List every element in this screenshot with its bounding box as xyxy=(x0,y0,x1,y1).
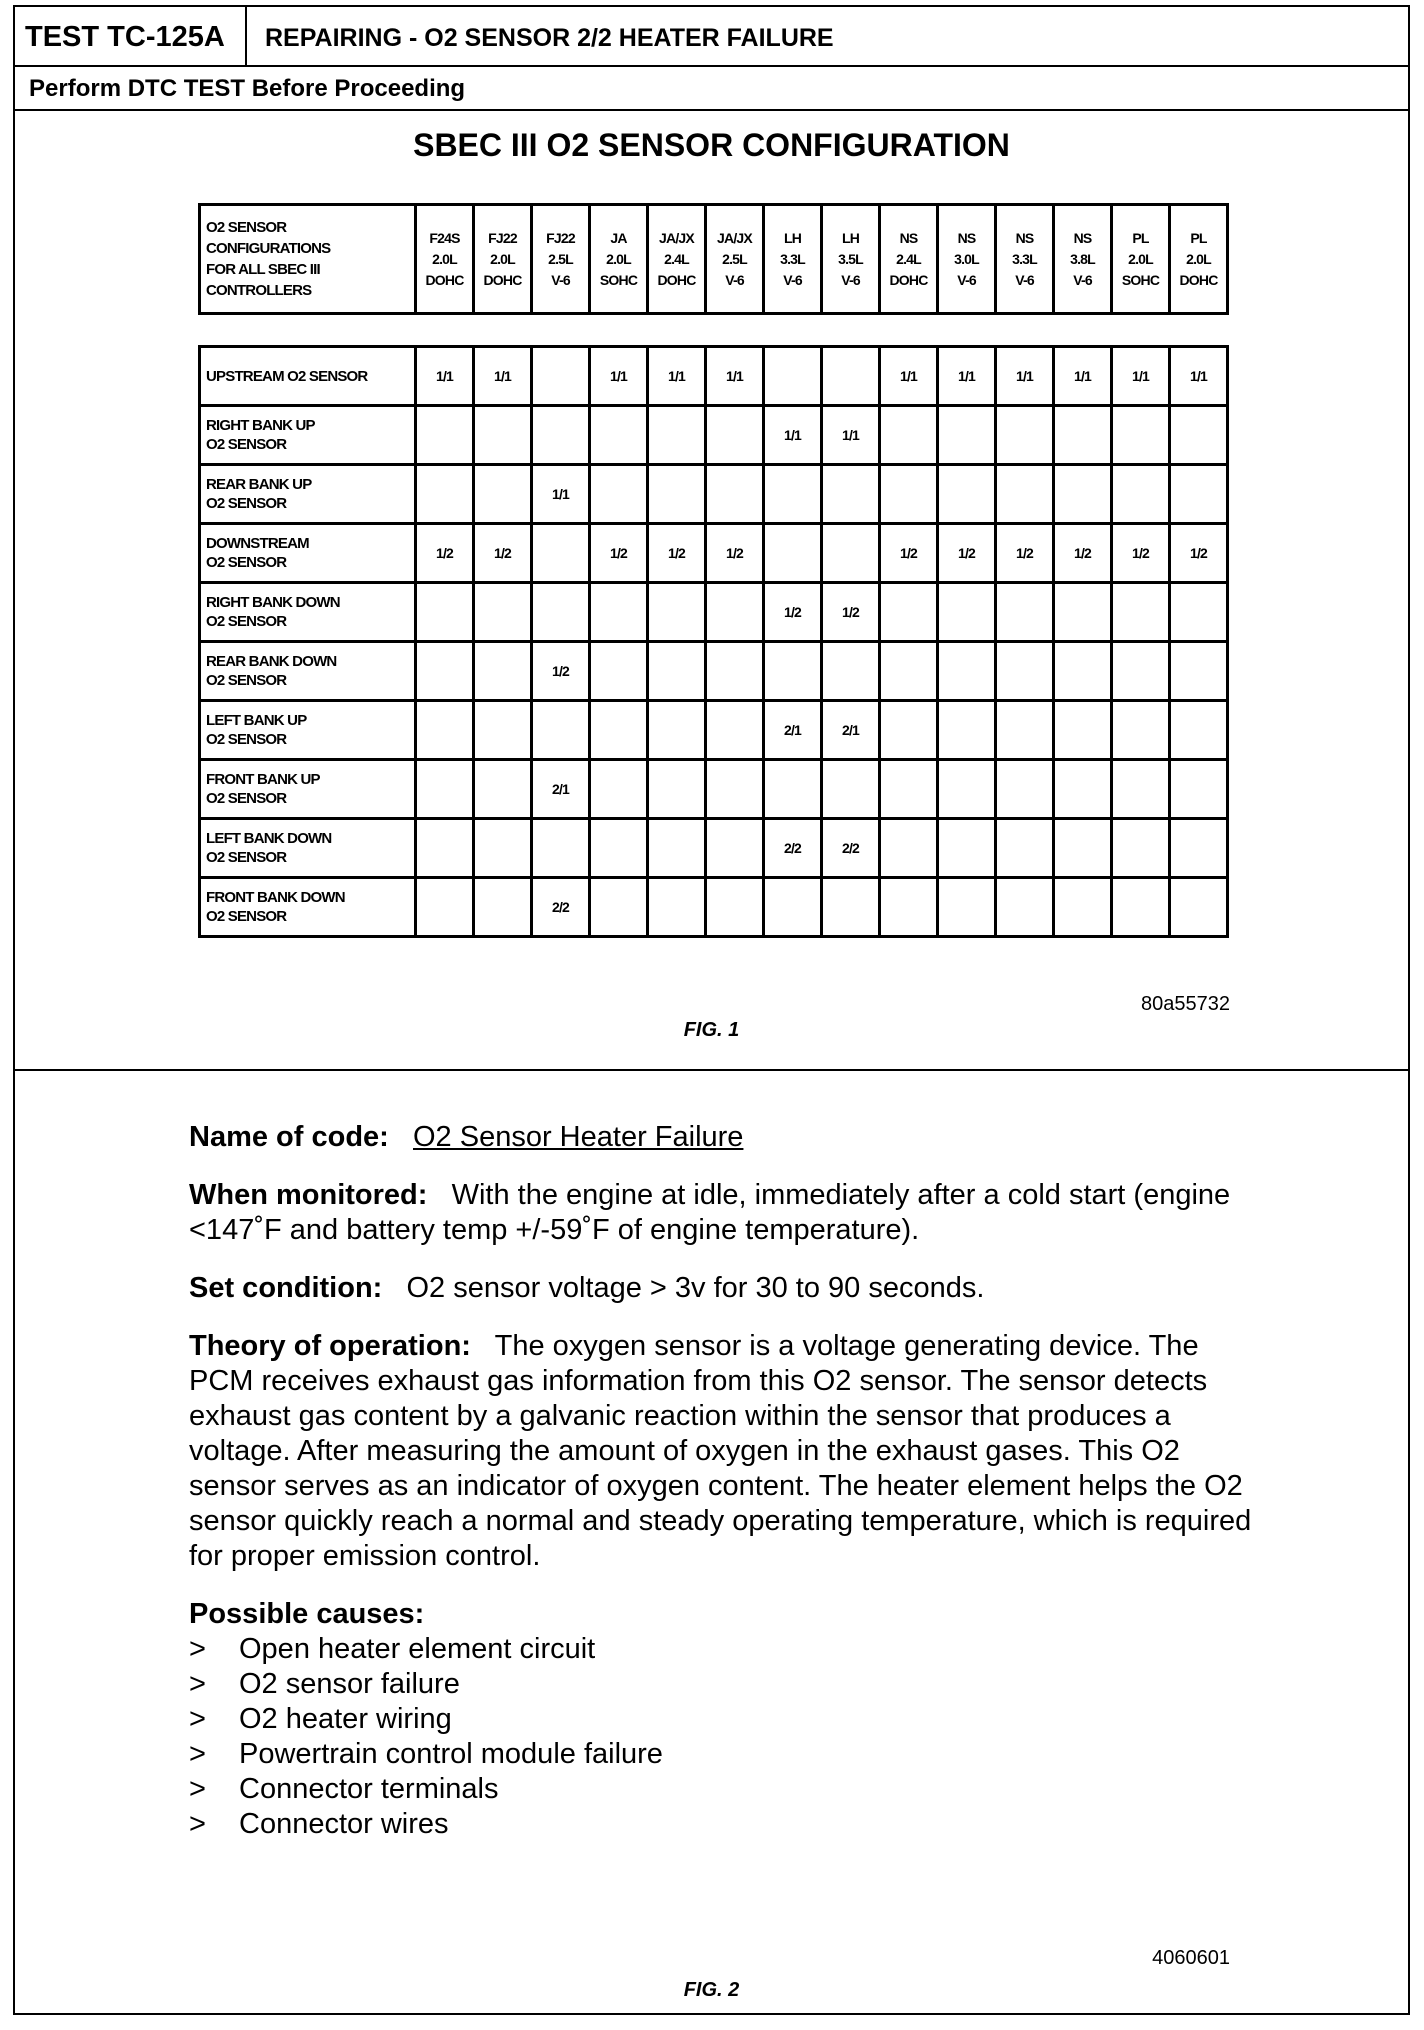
text-line: O2 SENSOR xyxy=(206,672,287,689)
list-item xyxy=(189,1772,1269,1807)
theory-label: Theory of operation: xyxy=(189,1330,471,1362)
text-line: 2.0L xyxy=(1128,250,1153,267)
sensor-config-cell xyxy=(532,701,590,760)
figure2-id: 4060601 xyxy=(1152,1947,1230,1969)
cause-text: Open heater element circuit xyxy=(239,1633,596,1665)
sensor-config-cell xyxy=(996,819,1054,878)
text-line: NS xyxy=(1073,229,1092,246)
sensor-config-cell xyxy=(1170,878,1228,937)
sensor-config-cell: 1/1 xyxy=(1112,347,1170,406)
sensor-config-cell xyxy=(764,347,822,406)
sensor-row-label xyxy=(200,347,416,406)
sensor-config-cell: 1/1 xyxy=(590,347,648,406)
table-row xyxy=(200,524,1228,583)
sensor-config-cell xyxy=(880,406,938,465)
text-line: FRONT BANK DOWN xyxy=(206,889,345,906)
text-line: DOHC xyxy=(889,271,928,288)
sensor-config-cell xyxy=(880,701,938,760)
set-condition-paragraph xyxy=(189,1271,1269,1306)
possible-causes-list xyxy=(189,1632,1269,1842)
text-line: 2.5L xyxy=(722,250,747,267)
test-subtitle: Perform DTC TEST Before Proceeding xyxy=(15,67,1408,111)
text-line: REAR BANK UP xyxy=(206,476,312,493)
sensor-config-cell xyxy=(764,878,822,937)
sensor-config-cell xyxy=(822,878,880,937)
name-of-code-value: O2 Sensor Heater Failure xyxy=(413,1121,744,1153)
when-monitored-text: With the engine at idle, immediately after a cold start (engine <147˚F and battery temp +/-59˚F of engine temperature). xyxy=(189,1179,1231,1246)
sensor-config-cell xyxy=(1170,406,1228,465)
table-row xyxy=(200,347,1228,406)
sensor-row-label xyxy=(200,701,416,760)
sensor-config-cell xyxy=(880,465,938,524)
bullet-marker: > xyxy=(189,1738,206,1770)
text-line: 2.0L xyxy=(432,250,457,267)
sensor-config-cell xyxy=(1170,642,1228,701)
table-row xyxy=(200,642,1228,701)
sensor-config-cell xyxy=(938,878,996,937)
sensor-config-cell xyxy=(648,760,706,819)
sensor-config-cell xyxy=(706,642,764,701)
table-row xyxy=(200,406,1228,465)
text-line: 2.0L xyxy=(606,250,631,267)
possible-causes-section xyxy=(189,1597,1269,1842)
text-line: 2.4L xyxy=(896,250,921,267)
config-column-header xyxy=(822,205,880,314)
text-line: V-6 xyxy=(957,271,976,288)
text-line: O2 SENSOR xyxy=(206,495,287,512)
table-row xyxy=(200,583,1228,642)
table-row xyxy=(200,819,1228,878)
sensor-config-cell: 1/2 xyxy=(706,524,764,583)
sensor-config-cell xyxy=(706,465,764,524)
sensor-config-cell: 1/1 xyxy=(1170,347,1228,406)
sensor-config-cell xyxy=(1112,583,1170,642)
test-page xyxy=(13,5,1410,2015)
sensor-config-cell xyxy=(822,465,880,524)
cause-text: O2 sensor failure xyxy=(239,1668,460,1700)
sensor-row-label xyxy=(200,642,416,701)
sensor-config-cell xyxy=(416,642,474,701)
text-line: NS xyxy=(899,229,918,246)
text-line: UPSTREAM O2 SENSOR xyxy=(206,367,368,385)
config-column-header xyxy=(1170,205,1228,314)
sensor-config-cell xyxy=(996,701,1054,760)
sensor-config-cell xyxy=(1170,701,1228,760)
list-item xyxy=(189,1632,1269,1667)
config-column-header xyxy=(1112,205,1170,314)
sensor-config-cell: 1/1 xyxy=(764,406,822,465)
text-line: 3.3L xyxy=(1012,250,1037,267)
config-body-table xyxy=(198,345,1229,938)
sensor-config-cell xyxy=(532,347,590,406)
bullet-marker: > xyxy=(189,1703,206,1735)
sensor-config-cell xyxy=(764,465,822,524)
sensor-config-cell: 1/1 xyxy=(648,347,706,406)
test-header xyxy=(15,7,1408,67)
text-line: O2 SENSOR xyxy=(206,731,287,748)
table-row xyxy=(200,878,1228,937)
sensor-config-cell: 2/1 xyxy=(532,760,590,819)
sensor-config-cell xyxy=(416,465,474,524)
text-line: 3.5L xyxy=(838,250,863,267)
config-corner-label xyxy=(200,205,416,314)
set-condition-label: Set condition: xyxy=(189,1272,383,1304)
config-column-header xyxy=(1054,205,1112,314)
text-line: NS xyxy=(957,229,976,246)
text-line: O2 SENSOR xyxy=(206,219,287,236)
sensor-config-cell xyxy=(706,701,764,760)
sensor-config-cell xyxy=(996,583,1054,642)
text-line: O2 SENSOR xyxy=(206,849,287,866)
sensor-config-cell xyxy=(996,406,1054,465)
sensor-config-cell xyxy=(1054,465,1112,524)
sensor-config-cell xyxy=(474,701,532,760)
sensor-config-cell xyxy=(1054,701,1112,760)
sensor-config-cell xyxy=(648,583,706,642)
sensor-config-cell xyxy=(532,583,590,642)
text-line: 2.0L xyxy=(1186,250,1211,267)
text-line: O2 SENSOR xyxy=(206,613,287,630)
sensor-config-cell: 1/1 xyxy=(532,465,590,524)
sensor-config-cell xyxy=(1170,583,1228,642)
config-column-header xyxy=(648,205,706,314)
sensor-config-cell xyxy=(996,760,1054,819)
list-item xyxy=(189,1702,1269,1737)
sensor-config-cell: 2/2 xyxy=(532,878,590,937)
sensor-config-cell xyxy=(416,701,474,760)
sensor-config-cell xyxy=(938,583,996,642)
text-line: V-6 xyxy=(1073,271,1092,288)
section-divider xyxy=(15,1069,1408,1071)
sensor-config-cell xyxy=(938,406,996,465)
sensor-config-cell xyxy=(590,642,648,701)
name-of-code-paragraph xyxy=(189,1120,1269,1155)
sensor-config-cell xyxy=(474,406,532,465)
sensor-config-cell: 1/2 xyxy=(1054,524,1112,583)
text-line: DOHC xyxy=(1179,271,1218,288)
sensor-config-cell xyxy=(822,642,880,701)
text-line: JA/JX xyxy=(659,229,694,246)
sensor-config-cell xyxy=(880,819,938,878)
cause-text: Powertrain control module failure xyxy=(239,1738,663,1770)
text-line: CONFIGURATIONS xyxy=(206,240,331,257)
text-line: V-6 xyxy=(551,271,570,288)
text-line: V-6 xyxy=(841,271,860,288)
text-line: REAR BANK DOWN xyxy=(206,653,337,670)
set-condition-text: O2 sensor voltage > 3v for 30 to 90 seconds. xyxy=(406,1272,985,1304)
sensor-row-label xyxy=(200,524,416,583)
sensor-config-cell xyxy=(1112,819,1170,878)
config-column-header xyxy=(764,205,822,314)
config-column-header xyxy=(996,205,1054,314)
when-monitored-label: When monitored: xyxy=(189,1179,428,1211)
text-line: SOHC xyxy=(599,271,638,288)
sensor-config-cell: 1/1 xyxy=(996,347,1054,406)
config-column-header xyxy=(474,205,532,314)
sensor-config-cell xyxy=(938,819,996,878)
sensor-config-cell: 1/2 xyxy=(1170,524,1228,583)
table-row xyxy=(200,760,1228,819)
sensor-config-cell: 2/2 xyxy=(764,819,822,878)
sensor-row-label xyxy=(200,406,416,465)
config-header-row xyxy=(200,205,1228,314)
text-line: V-6 xyxy=(783,271,802,288)
sensor-config-cell: 1/1 xyxy=(938,347,996,406)
sensor-config-cell: 2/2 xyxy=(822,819,880,878)
table-row xyxy=(200,701,1228,760)
text-line: O2 SENSOR xyxy=(206,436,287,453)
list-item xyxy=(189,1737,1269,1772)
sensor-config-cell: 1/2 xyxy=(764,583,822,642)
possible-causes-label: Possible causes: xyxy=(189,1598,425,1630)
sensor-config-cell: 1/2 xyxy=(1112,524,1170,583)
sensor-config-cell xyxy=(474,878,532,937)
sensor-config-cell xyxy=(532,406,590,465)
figure2-caption: FIG. 2 xyxy=(683,1979,740,2001)
text-line: FRONT BANK UP xyxy=(206,771,320,788)
theory-paragraph xyxy=(189,1329,1269,1574)
list-item xyxy=(189,1807,1269,1842)
text-line: FJ22 xyxy=(546,229,575,246)
text-line: JA xyxy=(610,229,627,246)
test-id: TEST TC-125A xyxy=(15,7,247,67)
sensor-row-label xyxy=(200,583,416,642)
sensor-config-cell xyxy=(1112,878,1170,937)
sensor-config-cell: 1/1 xyxy=(880,347,938,406)
text-line: F24S xyxy=(429,229,460,246)
text-line: CONTROLLERS xyxy=(206,282,312,299)
table-row xyxy=(200,465,1228,524)
sensor-config-cell xyxy=(474,819,532,878)
text-line: LEFT BANK UP xyxy=(206,712,307,729)
sensor-config-cell: 1/2 xyxy=(532,642,590,701)
sensor-config-cell xyxy=(648,406,706,465)
text-line: O2 SENSOR xyxy=(206,908,287,925)
sensor-config-cell xyxy=(416,583,474,642)
sensor-config-cell xyxy=(532,524,590,583)
sensor-config-cell xyxy=(706,583,764,642)
cause-text: Connector wires xyxy=(239,1808,449,1840)
sensor-config-cell xyxy=(590,819,648,878)
sensor-config-cell: 1/2 xyxy=(648,524,706,583)
sensor-config-cell xyxy=(1054,819,1112,878)
bullet-marker: > xyxy=(189,1773,206,1805)
sensor-config-cell xyxy=(938,701,996,760)
text-line: DOHC xyxy=(483,271,522,288)
sensor-config-cell xyxy=(706,760,764,819)
sensor-config-cell: 1/2 xyxy=(880,524,938,583)
sensor-config-cell xyxy=(474,760,532,819)
figure1-caption: FIG. 1 xyxy=(683,1019,740,1041)
text-line: 2.5L xyxy=(548,250,573,267)
text-line: FOR ALL SBEC III xyxy=(206,261,320,278)
sensor-row-label xyxy=(200,819,416,878)
text-line: LEFT BANK DOWN xyxy=(206,830,332,847)
sensor-config-cell: 1/2 xyxy=(996,524,1054,583)
config-column-header xyxy=(880,205,938,314)
text-line: DOHC xyxy=(425,271,464,288)
sensor-config-cell: 1/1 xyxy=(416,347,474,406)
sensor-config-cell xyxy=(764,642,822,701)
sensor-config-cell: 2/1 xyxy=(822,701,880,760)
sensor-config-cell: 1/2 xyxy=(416,524,474,583)
sensor-config-cell xyxy=(938,760,996,819)
sensor-row-label xyxy=(200,760,416,819)
sensor-config-cell: 1/2 xyxy=(474,524,532,583)
sensor-config-cell xyxy=(590,760,648,819)
text-line: SOHC xyxy=(1121,271,1160,288)
test-title: REPAIRING - O2 SENSOR 2/2 HEATER FAILURE xyxy=(265,24,834,52)
text-line: 3.8L xyxy=(1070,250,1095,267)
sensor-config-cell xyxy=(648,878,706,937)
sensor-config-cell: 1/1 xyxy=(474,347,532,406)
sensor-config-cell xyxy=(706,406,764,465)
text-line: PL xyxy=(1132,229,1149,246)
sensor-config-cell xyxy=(880,878,938,937)
sensor-config-cell: 1/1 xyxy=(1054,347,1112,406)
bullet-marker: > xyxy=(189,1633,206,1665)
sensor-config-cell xyxy=(880,583,938,642)
cause-text: O2 heater wiring xyxy=(239,1703,452,1735)
text-line: 2.4L xyxy=(664,250,689,267)
sensor-config-cell: 1/1 xyxy=(822,406,880,465)
sensor-config-cell xyxy=(996,642,1054,701)
text-line: 2.0L xyxy=(490,250,515,267)
text-line: V-6 xyxy=(725,271,744,288)
sensor-config-cell xyxy=(706,878,764,937)
sensor-config-cell: 1/2 xyxy=(938,524,996,583)
sensor-config-cell xyxy=(996,465,1054,524)
figure1-title: SBEC III O2 SENSOR CONFIGURATION xyxy=(413,127,1010,163)
sensor-config-cell xyxy=(1054,642,1112,701)
text-line: DOHC xyxy=(657,271,696,288)
sensor-row-label xyxy=(200,878,416,937)
sensor-config-cell xyxy=(1112,701,1170,760)
sensor-config-cell xyxy=(1170,465,1228,524)
config-column-header xyxy=(590,205,648,314)
sensor-config-cell: 2/1 xyxy=(764,701,822,760)
sensor-config-cell xyxy=(1112,642,1170,701)
text-line: RIGHT BANK DOWN xyxy=(206,594,340,611)
sensor-config-cell: 1/2 xyxy=(590,524,648,583)
text-line: 3.3L xyxy=(780,250,805,267)
sensor-config-cell xyxy=(822,524,880,583)
list-item xyxy=(189,1667,1269,1702)
sensor-config-cell xyxy=(648,819,706,878)
sensor-config-cell xyxy=(880,642,938,701)
theory-text: The oxygen sensor is a voltage generating device. The PCM receives exhaust gas information from this O2 sensor. The sensor detects exhaust gas content by a galvanic reaction within the sensor that produces a voltage. After measuring the amount of oxygen in the exhaust gases. This O2 sensor serves as an indicator of oxygen content. The heater element helps the O2 sensor quickly reach a normal and steady operating temperature, which is required for proper emission control. xyxy=(189,1330,1252,1572)
sensor-config-cell xyxy=(590,406,648,465)
sensor-config-cell xyxy=(706,819,764,878)
sensor-config-cell xyxy=(1170,760,1228,819)
sensor-config-cell xyxy=(416,406,474,465)
text-line: LH xyxy=(783,229,802,246)
bullet-marker: > xyxy=(189,1668,206,1700)
sensor-config-cell xyxy=(1112,465,1170,524)
figure1-id: 80a55732 xyxy=(1141,993,1230,1015)
sensor-config-cell xyxy=(1170,819,1228,878)
text-line: 3.0L xyxy=(954,250,979,267)
sensor-config-cell xyxy=(532,819,590,878)
config-column-header xyxy=(532,205,590,314)
sensor-config-cell xyxy=(822,760,880,819)
sensor-config-cell xyxy=(1054,406,1112,465)
sensor-config-cell xyxy=(474,583,532,642)
text-line: JA/JX xyxy=(717,229,752,246)
text-line: PL xyxy=(1190,229,1207,246)
sensor-config-cell xyxy=(1054,583,1112,642)
config-column-header xyxy=(938,205,996,314)
sensor-config-cell xyxy=(1054,878,1112,937)
sensor-config-cell xyxy=(938,465,996,524)
sensor-config-cell xyxy=(764,760,822,819)
sensor-config-cell xyxy=(590,878,648,937)
sensor-config-cell xyxy=(996,878,1054,937)
sensor-config-cell xyxy=(1112,406,1170,465)
config-header-table xyxy=(198,203,1229,315)
text-line: RIGHT BANK UP xyxy=(206,417,315,434)
sensor-config-cell xyxy=(1112,760,1170,819)
config-column-header xyxy=(416,205,474,314)
sensor-config-cell xyxy=(590,583,648,642)
sensor-config-cell xyxy=(648,465,706,524)
sensor-config-cell xyxy=(648,701,706,760)
sensor-config-cell xyxy=(764,524,822,583)
sensor-config-cell xyxy=(938,642,996,701)
name-of-code-label: Name of code: xyxy=(189,1121,389,1153)
text-line: FJ22 xyxy=(488,229,517,246)
sensor-config-cell xyxy=(822,347,880,406)
sensor-config-cell xyxy=(590,465,648,524)
sensor-config-cell xyxy=(416,819,474,878)
sensor-config-cell xyxy=(648,642,706,701)
sensor-config-cell xyxy=(880,760,938,819)
bullet-marker: > xyxy=(189,1808,206,1840)
sensor-config-cell xyxy=(474,642,532,701)
sensor-config-cell xyxy=(474,465,532,524)
text-line: DOWNSTREAM xyxy=(206,535,309,552)
sensor-config-cell: 1/2 xyxy=(822,583,880,642)
config-column-header xyxy=(706,205,764,314)
sensor-config-cell xyxy=(416,760,474,819)
cause-text: Connector terminals xyxy=(239,1773,499,1805)
text-line: LH xyxy=(841,229,860,246)
text-line: NS xyxy=(1015,229,1034,246)
text-line: O2 SENSOR xyxy=(206,554,287,571)
sensor-config-cell xyxy=(416,878,474,937)
sensor-config-cell xyxy=(590,701,648,760)
sensor-config-cell xyxy=(1054,760,1112,819)
text-line: O2 SENSOR xyxy=(206,790,287,807)
code-description xyxy=(189,1120,1269,1842)
when-monitored-paragraph xyxy=(189,1178,1269,1248)
sensor-row-label xyxy=(200,465,416,524)
text-line: V-6 xyxy=(1015,271,1034,288)
sensor-config-cell: 1/1 xyxy=(706,347,764,406)
